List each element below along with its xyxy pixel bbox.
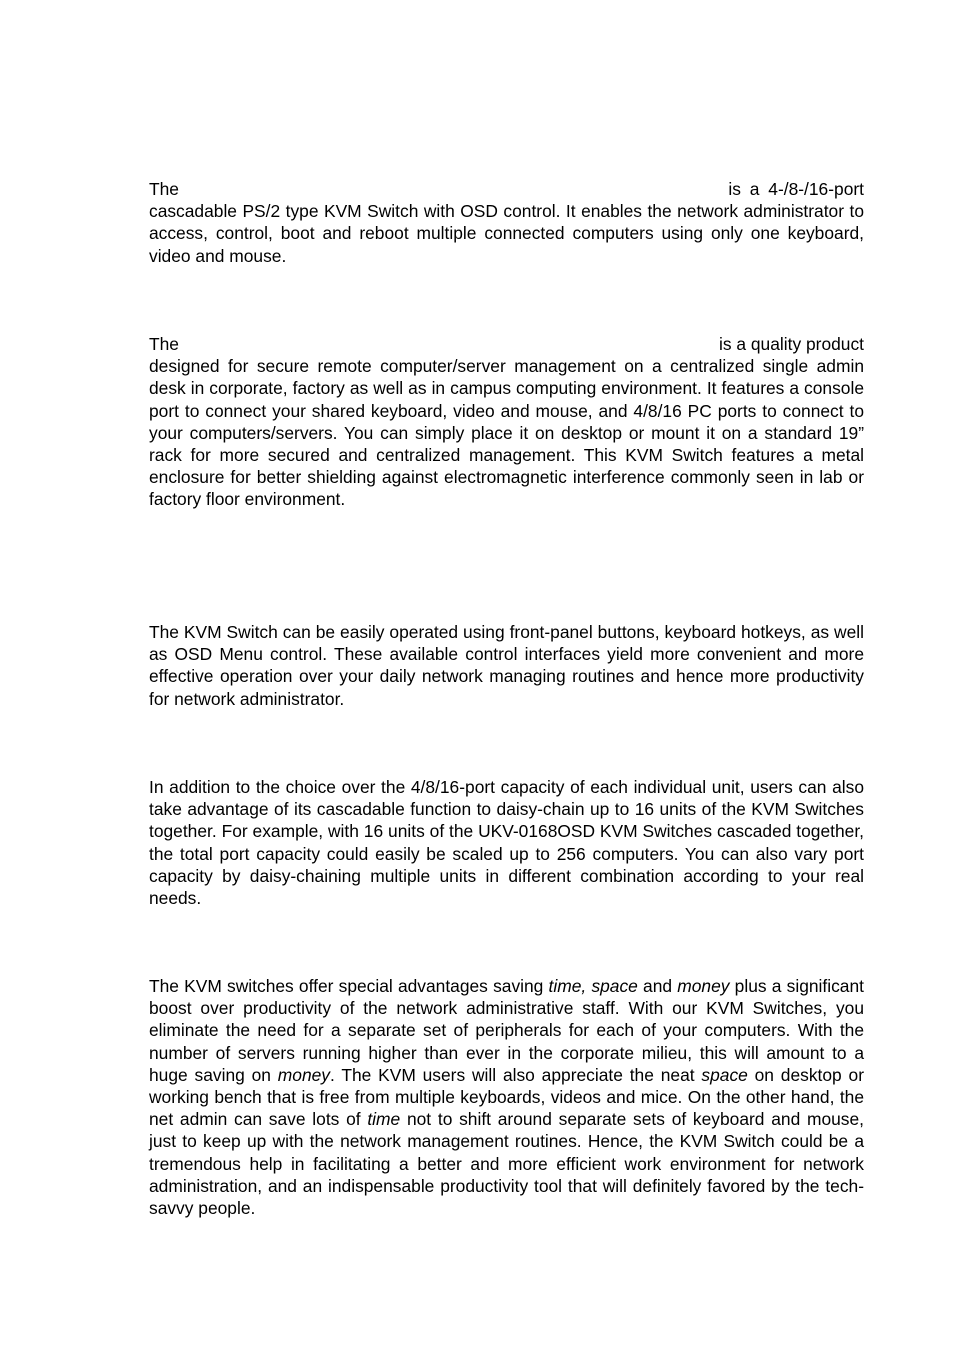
advantages-emphasis-space-2: space [701,1064,748,1085]
intro-lead-left: The [149,179,179,199]
product-paragraph [149,333,864,511]
advantages-text-7: not to shift around separate sets of keyboard and mouse, just to keep up with the network management routines. Hence, the KVM Switch could be a tremendous help in facilitating a better and more efficient work environment for network administration, and an indispensable productivity tool that will definitely favored by the tech-savvy people. [149,1109,865,1219]
product-body: designed for secure remote computer/server management on a centralized single admin desk in corporate, factory as well as in campus computing environment. It features a console port to connect your shared keyboard, video and mouse, and 4/8/16 PC ports to connect to your computers/servers. You can simply place it on desktop or mount it on a standard 19” rack for more secured and centralized management. This KVM Switch features a metal enclosure for better shielding against electromagnetic interference commonly seen in lab or factory floor environment. [149,356,864,510]
intro-paragraph [149,178,864,267]
advantages-text-3: and [637,976,678,996]
operation-paragraph: The KVM Switch can be easily operated using front-panel buttons, keyboard hotkeys, as well as OSD Menu control. These available control interfaces yield more convenient and more effective operation over your daily network managing routines and hence more productivity for network administrator. [149,622,864,709]
intro-body: cascadable PS/2 type KVM Switch with OSD control. It enables the network administrator to access, control, boot and reboot multiple connected computers using only one keyboard, video and mouse. [149,201,864,266]
advantages-emphasis-money-2: money [277,1064,330,1085]
advantages-text-5: . The KVM users will also appreciate the neat [329,1064,702,1085]
advantages-text-4: plus a significant boost over productivity of the network administrative staff. With our KVM Switches, you eliminate the need for a separate set of peripherals for each of your computers. With the number of servers running higher than ever in the corporate milieu, this will amount to a huge saving on [149,976,864,1085]
product-lead-left: The [149,334,179,354]
advantages-text-6: on desktop or working bench that is free from multiple keyboards, videos and mice. On the other hand, the net admin can save lots of [149,1064,865,1130]
advantages-text-1: The KVM switches offer special advantages saving [149,976,549,996]
product-lead-right: is a quality product [718,334,864,354]
advantages-emphasis-space: space [591,976,638,996]
intro-first-line [149,178,864,200]
advantages-emphasis-money: money [677,976,730,996]
product-first-line [149,333,864,355]
advantages-emphasis-time-2: time [367,1109,401,1130]
intro-lead-right: is a 4-/8-/16-port [728,179,864,199]
advantages-emphasis-time: time, [548,976,587,996]
cascade-paragraph: In addition to the choice over the 4/8/16-port capacity of each individual unit, users can also take advantage of its cascadable function to daisy-chain up to 16 units of the KVM Switches together. For example, with 16 units of the UKV-0168OSD KVM Switches cascaded together, the total port capacity could easily be scaled up to 256 computers. You can also vary port capacity by daisy-chaining multiple units in different combination according to your real needs. [149,777,864,909]
advantages-paragraph [149,975,864,1219]
